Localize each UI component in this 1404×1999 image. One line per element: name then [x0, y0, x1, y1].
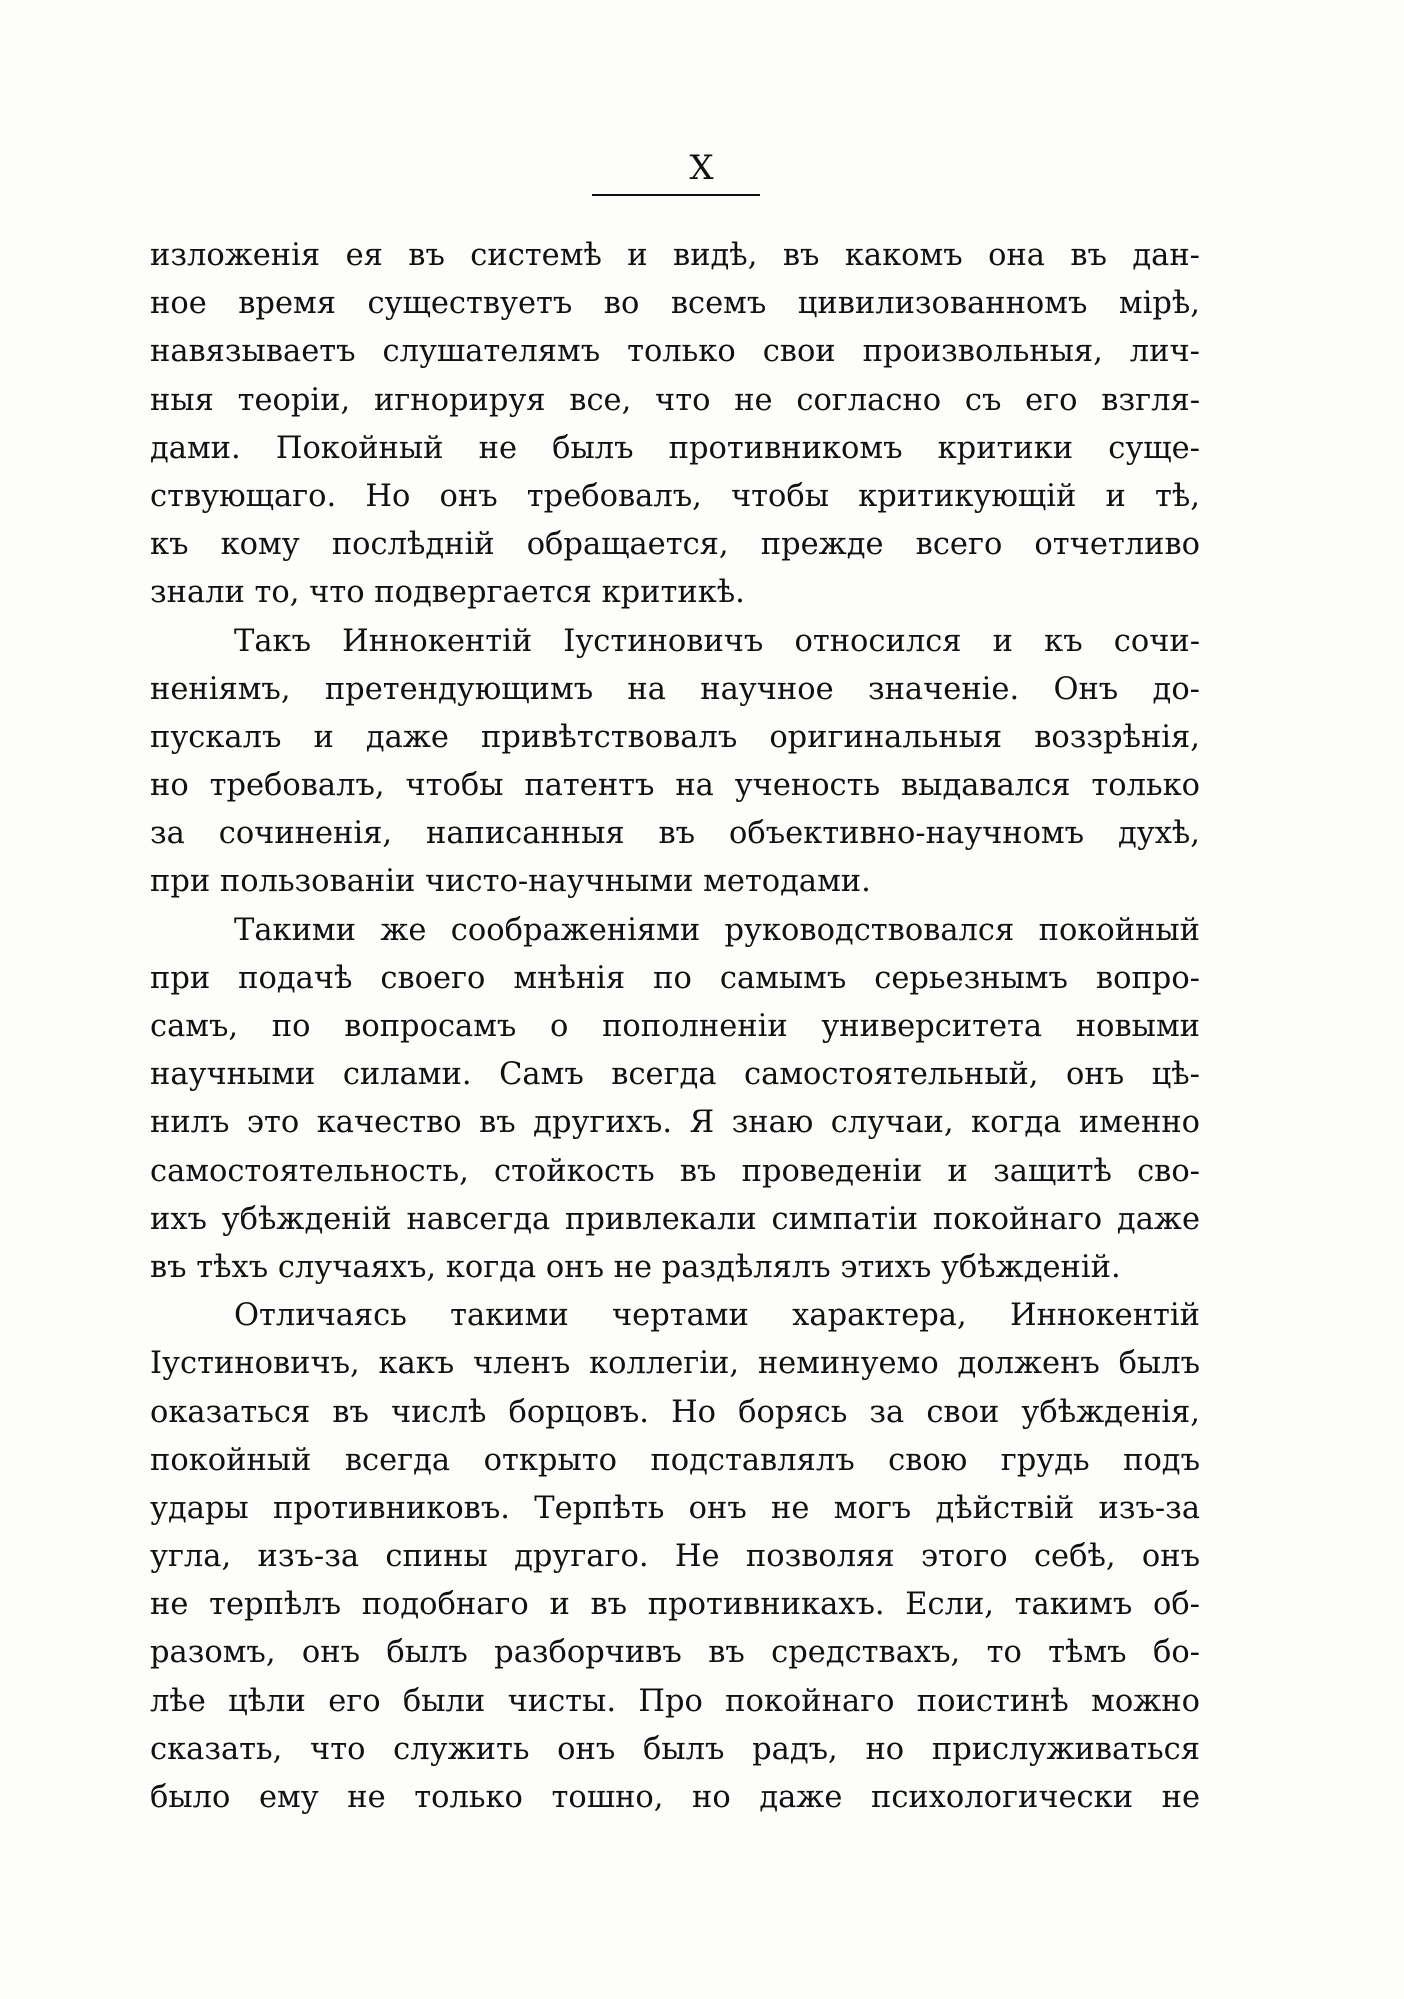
- text-line: удары противниковъ. Терпѣть онъ не могъ дѣйствій изъ-за: [150, 1490, 1200, 1526]
- text-line: нилъ это качество въ другихъ. Я знаю случаи, когда именно: [150, 1105, 1200, 1141]
- text-line: было ему не только тошно, но даже психологически не: [150, 1780, 1200, 1815]
- text-line: разомъ, онъ былъ разборчивъ въ средствахъ, то тѣмъ бо-: [150, 1635, 1200, 1671]
- text-line: Іустиновичъ, какъ членъ коллегіи, неминуемо долженъ былъ: [150, 1346, 1200, 1382]
- text-line: угла, изъ-за спины другаго. Не позволяя этого себѣ, онъ: [150, 1539, 1200, 1575]
- text-line: къ кому послѣдній обращается, прежде всего отчетливо: [150, 527, 1200, 563]
- text-line: ное время существуетъ во всемъ цивилизованномъ мірѣ,: [150, 286, 1200, 322]
- text-line: неніямъ, претендующимъ на научное значеніе. Онъ до-: [150, 671, 1200, 707]
- text-line: Такими же соображеніями руководствовался покойный: [234, 912, 1200, 948]
- text-line: лѣе цѣли его были чисты. Про покойнаго поистинѣ можно: [150, 1683, 1200, 1719]
- text-line: пускалъ и даже привѣтствовалъ оригинальныя воззрѣнія,: [150, 719, 1200, 755]
- text-line: покойный всегда открыто подставлялъ свою грудь подъ: [150, 1442, 1200, 1478]
- text-line: при подачѣ своего мнѣнія по самымъ серьезнымъ вопро-: [150, 960, 1200, 996]
- text-line: сказать, что служить онъ былъ радъ, но прислуживаться: [150, 1731, 1200, 1767]
- text-line: ствующаго. Но онъ требовалъ, чтобы критикующій и тѣ,: [150, 478, 1200, 514]
- text-line: при пользованіи чисто-научными методами.: [150, 864, 871, 900]
- text-line: самостоятельность, стойкость въ проведеніи и защитѣ сво-: [150, 1153, 1200, 1189]
- text-line: изложенія ея въ системѣ и видѣ, въ какомъ она въ дан-: [150, 238, 1200, 273]
- body-text: [150, 232, 1200, 1822]
- text-line: Такъ Иннокентій Іустиновичъ относился и къ сочи-: [234, 623, 1200, 659]
- text-line: дами. Покойный не былъ противникомъ критики суще-: [150, 430, 1200, 466]
- text-line: научными силами. Самъ всегда самостоятельный, онъ цѣ-: [150, 1057, 1200, 1093]
- text-line: самъ, по вопросамъ о пополненіи университета новыми: [150, 1009, 1200, 1044]
- page-number: X: [689, 148, 715, 188]
- text-line: Отличаясь такими чертами характера, Иннокентій: [234, 1298, 1200, 1334]
- text-line: ныя теоріи, игнорируя все, что не согласно съ его взгля-: [150, 382, 1200, 418]
- text-line: ихъ убѣжденій навсегда привлекали симпатіи покойнаго даже: [150, 1201, 1200, 1237]
- paragraph: [150, 618, 1200, 907]
- text-line: оказаться въ числѣ борцовъ. Но борясь за свои убѣжденія,: [150, 1394, 1200, 1430]
- paragraph: [150, 232, 1200, 618]
- text-line: навязываетъ слушателямъ только свои произвольныя, лич-: [150, 334, 1200, 370]
- text-line: въ тѣхъ случаяхъ, когда онъ не раздѣлялъ этихъ убѣжденій.: [150, 1249, 1121, 1285]
- paragraph: [150, 1292, 1200, 1822]
- text-line: знали то, что подвергается критикѣ.: [150, 575, 745, 611]
- text-line: за сочиненія, написанныя въ объективно-научномъ духѣ,: [150, 816, 1200, 852]
- paragraph: [150, 907, 1200, 1293]
- header-rule: [592, 194, 760, 196]
- text-line: но требовалъ, чтобы патентъ на ученость выдавался только: [150, 768, 1200, 804]
- text-line: не терпѣлъ подобнаго и въ противникахъ. Если, такимъ об-: [150, 1587, 1200, 1623]
